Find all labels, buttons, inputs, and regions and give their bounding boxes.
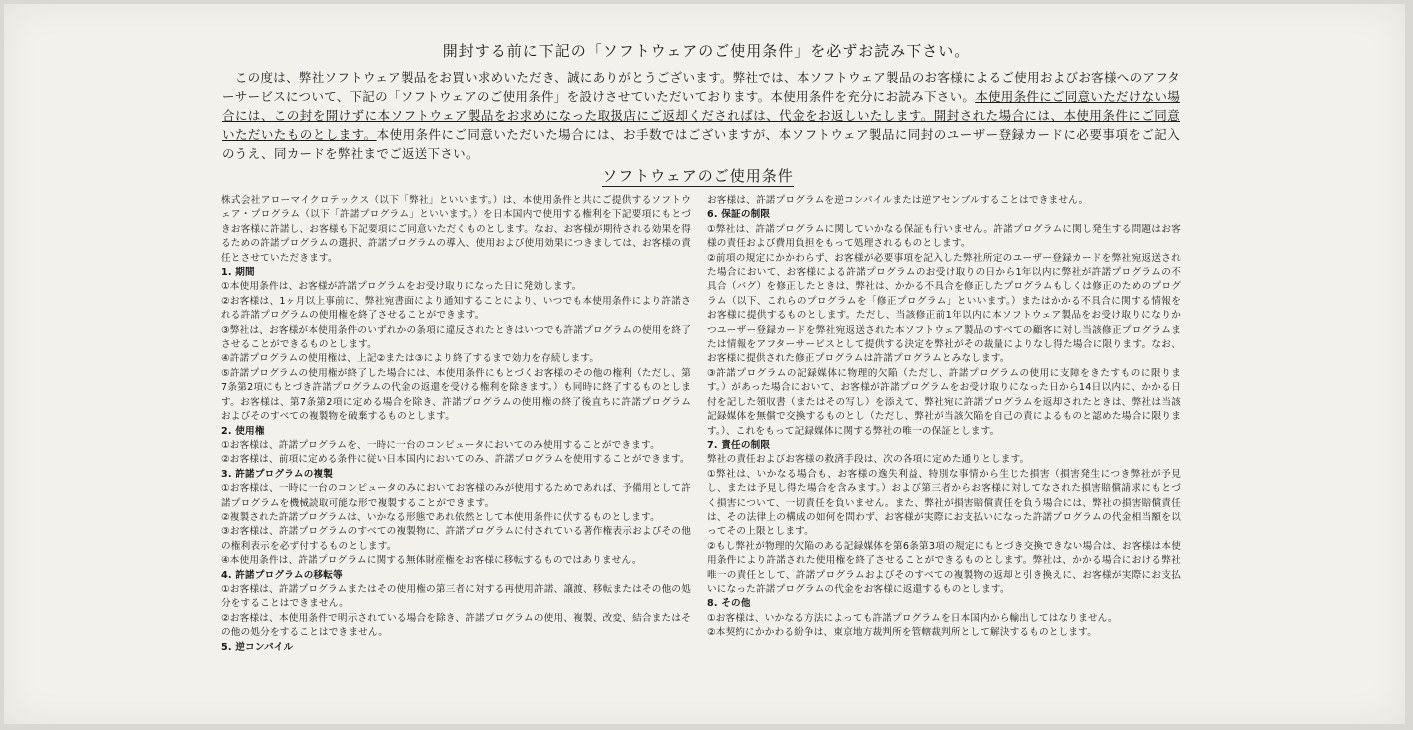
clause-text: 株式会社アローマイクロテックス（以下「弊社」といいます。）は、本使用条件と共にご提供するソフトウェア・プログラム（以下「許諾プログラム」といいます。）を日本国内で使用する権利を下記要項にもとづきお客様に許諾し、お客様も下記要項にご同意いただくものとします。なお、お客様が期待される効果を得るための許諾プログラムの選択、許諾プログラムの導入、使用および使用効果につきましては、お客様の責任とさせていただきます。 xyxy=(221,195,691,264)
clause-heading: 6. 保証の制限 xyxy=(707,209,771,221)
clause-text: ①弊社は、許諾プログラムに関していかなる保証も行いません。許諾プログラムに関し発生する問題はお客様の責任および費用負担をもって処理されるものとします。 xyxy=(707,223,1181,250)
clause-text: ③弊社は、お客様が本使用条件のいずれかの条項に違反されたときはいつでも許諾プログラムの使用を終了させることができるものとします。 xyxy=(221,324,691,351)
clause-heading: 2. 使用権 xyxy=(221,425,265,437)
section-title xyxy=(0,165,1396,186)
clause-heading: 5. 逆コンパイル xyxy=(221,641,294,653)
clause-text: ④本使用条件は、許諾プログラムに関する無体財産権をお客様に移転するものではありません。 xyxy=(221,555,642,567)
clause-text: ①お客様は、いかなる方法によっても許諾プログラムを日本国内から輸出してはなりません。 xyxy=(707,612,1118,624)
clause-text: ⑤許諾プログラムの使用権が終了した場合には、本使用条件にもとづくお客様のその他の権利（ただし、第7条第2項にもとづき許諾プログラムの代金の返還を受ける権利を除きます。）も同時に終了するものとします。お客様は、第7条第2項に定める場合を除き、許諾プログラムの使用権の終了後直ちに許諾プログラムおよびそのすべての複製物を破棄するものとします。 xyxy=(221,367,691,423)
intro-underlined-text: 本使用条件にご同意いただけない場合には、この封を開けずに本ソフトウェア製品をお求めになった取扱店にご返却くださればは、代金をお返しいたします。開封された場合には、本使用条件にご同意いただいたものとします。 xyxy=(222,89,1181,142)
clause-text: ①本使用条件は、お客様が許諾プログラムをお受け取りになった日に発効します。 xyxy=(221,281,582,293)
clause-heading: 1. 期間 xyxy=(221,267,255,279)
clause-text: ①お客様は、許諾プログラムまたはその使用権の第三者に対する再使用許諾、譲渡、移転またはその他の処分をすることはできません。 xyxy=(221,583,691,610)
right-terms-column xyxy=(707,194,1181,641)
clause-text: ②お客様は、1ヶ月以上事前に、弊社宛書面により通知することにより、いつでも本使用条件により許諾される許諾プログラムの使用権を終了させることができます。 xyxy=(221,295,691,322)
clause-text: 弊社の責任およびお客様の救済手段は、次の各項に定めた通りとします。 xyxy=(707,454,1030,466)
intro-paragraph xyxy=(222,68,1180,163)
clause-text: ②複製された許諾プログラムは、いかなる形態であれ依然として本使用条件に伏するものとします。 xyxy=(221,511,660,523)
clause-text: ③お客様は、許諾プログラムのすべての複製物に、許諾プログラムに付されている著作権表示およびその他の権利表示を必ず付するものとします。 xyxy=(221,526,691,552)
clause-text: ②お客様は、本使用条件で明示されている場合を除き、許諾プログラムの使用、複製、改変、結合またはその他の処分をすることはできません。 xyxy=(221,612,691,639)
intro-text-2: 本使用条件にご同意いただいた場合には、お手数ではございますが、本ソフトウェア製品に同封のユーザー登録カードに必要事項をご記入のうえ、同カードを弊社までご返送下さい。 xyxy=(222,127,1180,161)
clause-text: ②お客様は、前項に定める条件に従い日本国内においてのみ、許諾プログラムを使用することができます。 xyxy=(221,454,690,466)
clause-text: お客様は、許諾プログラムを逆コンパイルまたは逆アセンブルすることはできません。 xyxy=(707,195,1089,206)
clause-heading: 4. 許諾プログラムの移転等 xyxy=(221,569,343,581)
clause-text: ①お客様は、許諾プログラムを、一時に一台のコンピュータにおいてのみ使用することができます。 xyxy=(221,439,660,451)
clause-heading: 3. 許諾プログラムの複製 xyxy=(221,468,334,480)
clause-text: ②もし弊社が物理的欠陥のある記録媒体を第6条第3項の規定にもとづき交換できない場合は、お客様は本使用条件により許諾された使用権を終了させることができるものとします。弊社は、かかる場合における弊社唯一の責任として、許諾プログラムおよびそのすべての複製物の返却と引き換えに、お客様が実際にお支払いになった許諾プログラムの代金をお客様に返還するものとします。 xyxy=(707,540,1181,595)
clause-text: ①お客様は、一時に一台のコンピュータのみにおいてお客様のみが使用するためであれば、予備用として許諾プログラムを機械読取可能な形で複製することができます。 xyxy=(221,483,691,509)
clause-text: ①弊社は、いかなる場合も、お客様の逸失利益、特別な事情から生じた損害（損害発生につき弊社が予見し、または予見し得た場合を含みます。）および第三者からお客様に対してなされた損害賠償請求にもとづく損害について、一切責任を負いません。また、弊社が損害賠償責任を負う場合には、弊社の損害賠償責任は、その法律上の構成の如何を問わず、お客様が実際にお支払いになった許諾プログラムの代金相当額を以ってその上限とします。 xyxy=(707,468,1181,538)
clause-text: ②本契約にかかわる紛争は、東京地方裁判所を管轄裁判所として解決するものとします。 xyxy=(707,627,1097,639)
left-terms-column xyxy=(221,194,691,655)
clause-text: ③許諾プログラムの記録媒体に物理的欠陥（ただし、許諾プログラムの使用に支障をきたすものに限ります。）があった場合において、お客様が許諾プログラムをお受け取りになった日から14日以内に、かかる日付を記した領収書（またはその写し）を添えて、弊社宛に許諾プログラムを返却されたときは、弊社は当該記録媒体を無償で交換するものとし（ただし、弊社が当該欠陥を自己の責によるものと認めた場合に限ります。）、これをもって記録媒体に関する弊社の唯一の保証とします。 xyxy=(707,367,1181,437)
clause-heading: 7. 責任の制限 xyxy=(707,439,771,451)
clause-text: ④許諾プログラムの使用権は、上記②または③により終了するまで効力を存続します。 xyxy=(221,353,600,365)
intro-text-1: この度は、弊社ソフトウェア製品をお買い求めいただき、誠にありがとうございます。弊社では、本ソフトウェア製品のお客様によるご使用およびお客様へのアフターサービスについて、下記の「ソフトウェアのご使用条件」を設けさせていただいております。本使用条件を充分にお読み下さい。 xyxy=(222,70,1180,104)
page-heading: 開封する前に下記の「ソフトウェアのご使用条件」を必ずお読み下さい。 xyxy=(442,42,971,60)
section-title-text: ソフトウェアのご使用条件 xyxy=(602,167,794,185)
clause-heading: 8. その他 xyxy=(707,598,751,610)
clause-text: ②前項の規定にかかわらず、お客様が必要事項を記入した弊社所定のユーザー登録カードを弊社宛返送された場合において、お客様による許諾プログラムのお受け取りの日から1年以内に弊社が許諾プログラムの不具合（バグ）を修正したときは、弊社は、かかる不具合を修正したプログラムもしくは修正のためのプログラム（以下、これらのプログラムを「修正プログラム」といいます。）またはかかる不具合に関する情報をお客様に提供するものとします。ただし、当該修正前1年以内に本ソフトウェア製品をお受け取りになりかつユーザー登録カードを弊社宛返送された本ソフトウェア製品のすべての顧客に対し当該修正プログラムまたは情報をアフターサービスとして提供する決定を弊社がその裁量によりなし得た場合に限ります。なお、お客様に提供された修正プログラムは許諾プログラムとみなします。 xyxy=(707,252,1181,365)
